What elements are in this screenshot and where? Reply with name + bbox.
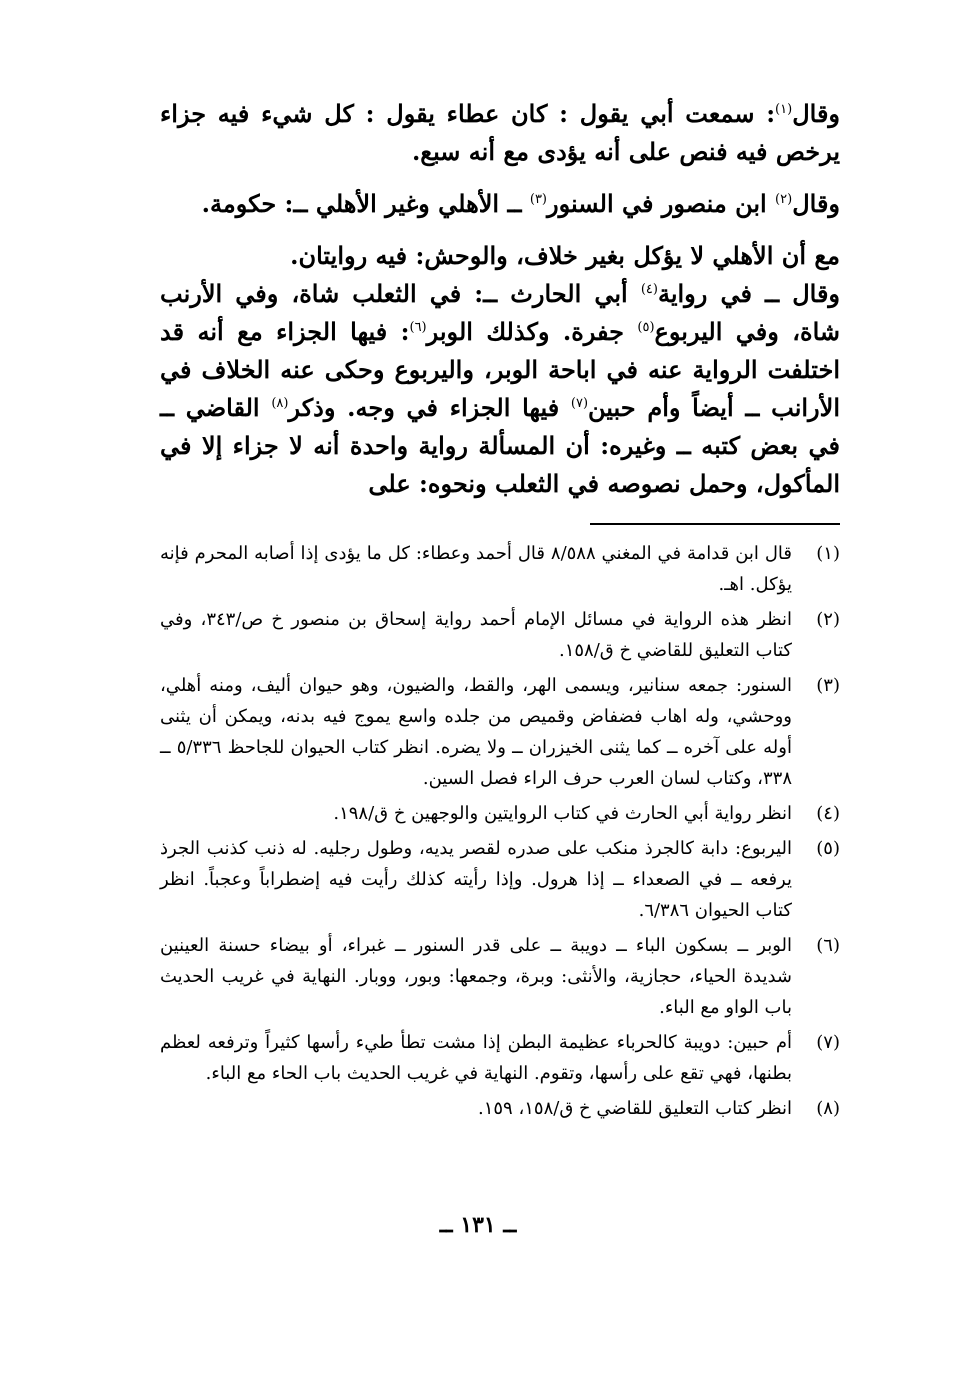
footnote-4 (160, 798, 840, 829)
paragraph-1 (160, 95, 840, 171)
text-run: فيها الجزاء في وجه. وذكر (288, 393, 571, 422)
footnote-marker: (٣) (529, 192, 547, 207)
footnote-number: (٤) (816, 803, 840, 824)
footnote-number: (٨) (816, 1098, 840, 1119)
footnote-number: (٦) (816, 935, 840, 956)
footnote-text: الوبر ــ بسكون الباء ــ دويبة ــ على قدر السنور ــ غبراء، أو بيضاء حسنة العينين شديدة الحياء، حجازية، والأنثى: وبرة، وجمعها: وبور، ووبار. النهاية في غريب الحديث باب الواو مع الباء. (160, 935, 792, 1018)
footnote-text: انظر رواية أبي الحارث في كتاب الروايتين والوجهين خ ق/١٩٨. (333, 803, 792, 824)
footnote-1 (160, 538, 840, 600)
footnote-separator (590, 523, 840, 525)
text-run: أبي الحارث ــ: في الثعلب شاة، وفي الأرنب شاة، وفي اليربوع (160, 279, 840, 346)
main-text (160, 95, 840, 503)
footnote-marker: (٢) (775, 192, 793, 207)
footnote-number: (١) (816, 543, 840, 564)
footnotes (160, 538, 840, 1128)
text-run: ابن منصور في السنور (547, 189, 776, 218)
footnote-6 (160, 930, 840, 1023)
paragraph-3: مع أن الأهلي لا يؤكل بغير خلاف، والوحش: فيه روايتان. (290, 241, 840, 270)
footnote-2 (160, 604, 840, 666)
footnote-marker: (٤) (640, 282, 658, 297)
text-run: وقال (792, 99, 840, 128)
page-number: ــ ١٣١ ــ (439, 1212, 517, 1238)
footnote-text: قال ابن قدامة في المغني ٨/٥٨٨ قال أحمد وعطاء: كل ما يؤدى إذا أصابه المحرم فإنه يؤكل. اهـ. (160, 543, 793, 595)
footnote-number: (٢) (816, 609, 840, 630)
footnote-7 (160, 1027, 840, 1089)
footnote-marker: (٨) (271, 396, 289, 411)
footnote-number: (٧) (816, 1032, 840, 1053)
paragraph-2 (160, 185, 840, 223)
footnote-text: انظر كتاب التعليق للقاضي خ ق/١٥٨، ١٥٩. (477, 1098, 792, 1119)
footnote-marker: (٥) (637, 320, 655, 335)
footnote-text: اليربوع: دابة كالجرذ منكب على صدره لقصر يديه، وطول رجليه. له ذنب كذنب الجرذ يرفعه ــ في الصعداء ــ إذا هرول. وإذا رأيته كذلك رأيت فيه إضطراباً وعجباً. انظر كتاب الحيوان ٦/٣٨٦. (160, 838, 792, 921)
footnote-text: السنور: جمعه سنانير، ويسمى الهر، والقط، والضيون، وهو حيوان أليف، ومنه أهلي، ووحشي، وله اهاب فضفاض وقميص من جلده واسع يموج فيه بدنه، ويمكن أن يثنى أوله على آخره ــ كما يثنى الخيزران ــ ولا يضره. انظر كتاب الحيوان للجاحظ ٥/٣٣٦ ــ ٣٣٨، وكتاب لسان العرب حرف الراء فصل السين. (160, 675, 792, 789)
footnote-5 (160, 833, 840, 926)
text-run: وقال (792, 189, 840, 218)
text-run: وقال ــ في رواية (657, 279, 841, 308)
footnote-number: (٥) (816, 838, 840, 859)
paragraph-4 (160, 275, 840, 503)
footnote-3 (160, 670, 840, 794)
footnote-marker: (٦) (409, 320, 427, 335)
footnote-8 (160, 1093, 840, 1124)
footnote-text: انظر هذه الرواية في مسائل الإمام أحمد رواية إسحاق بن منصور خ ص/٣٤٣، وفي كتاب التعليق للقاضي خ ق/١٥٨. (160, 609, 792, 661)
text-run: : فيها الجزاء مع أنه قد اختلفت الرواية عنه في اباحة الوبر، واليربوع وحكى عنه الخلاف في الأرانب ــ أيضاً وأم حبين (160, 317, 841, 422)
footnote-number: (٣) (816, 675, 840, 696)
footnote-marker: (١) (775, 102, 793, 117)
footnote-text: أم حبين: دويبة كالحرباء عظيمة البطن إذا مشت تطأ طيء رأسها كثيراً وترفعه لعظم بطنها، فهي تقع على رأسها، وتقوم. النهاية في غريب الحديث باب الحاء مع الباء. (160, 1032, 792, 1084)
footnote-marker: (٧) (570, 396, 589, 411)
text-run: القاضي ــ في بعض كتبه ــ وغيره: أن المسألة رواية واحدة أنه لا جزاء إلا في المأكول، وحمل نصوصه في الثعلب ونحوه: على (160, 393, 840, 498)
text-run: جفرة. وكذلك الوبر (426, 317, 638, 346)
text-run: : سمعت أبي يقول : كان عطاء يقول : كل شيء فيه جزاء يرخص فيه فنص على أنه يؤدى مع أنه سبع. (160, 99, 840, 166)
text-run: ــ الأهلي وغير الأهلي ــ: حكومة. (201, 189, 530, 218)
